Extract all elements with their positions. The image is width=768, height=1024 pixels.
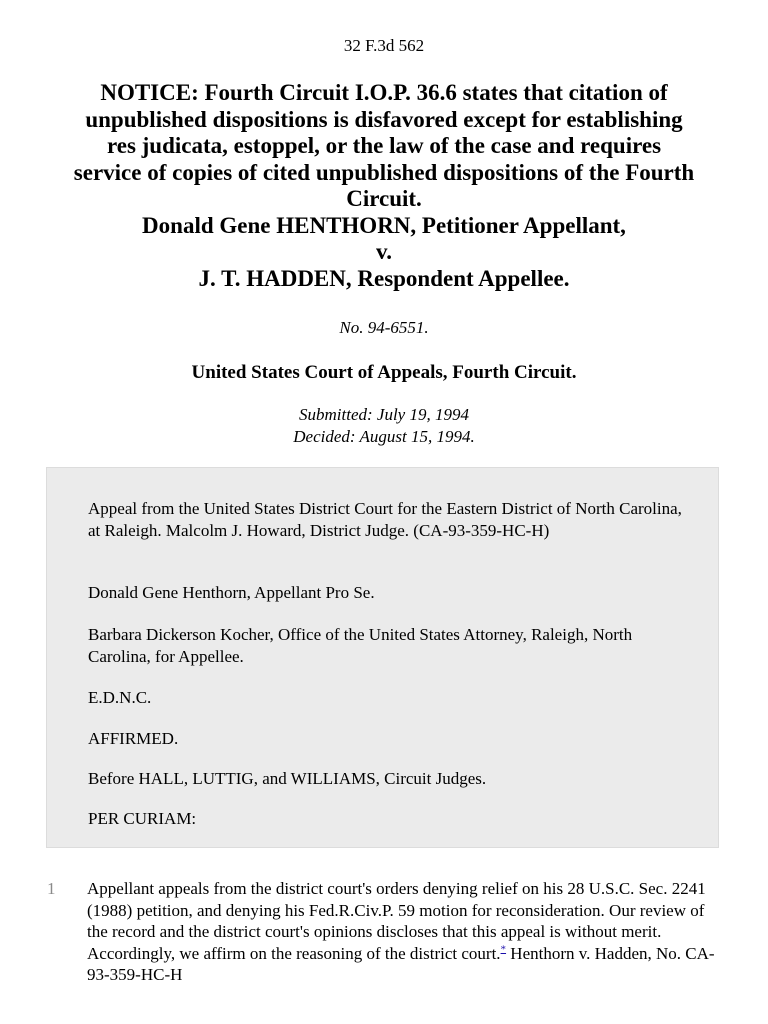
case-caption bbox=[40, 80, 728, 292]
paragraph-text-continued: Henthorn v. Hadden, No. CA-93-359-HC-H bbox=[87, 943, 715, 984]
notice-line: unpublished dispositions is disfavored except for establishing bbox=[85, 106, 683, 132]
petitioner-line: Donald Gene HENTHORN, Petitioner Appellant, bbox=[142, 212, 626, 238]
decided-date: Decided: August 15, 1994. bbox=[293, 427, 475, 446]
versus-line: v. bbox=[376, 239, 392, 264]
opinion-paragraph bbox=[87, 878, 727, 986]
district-abbrev: E.D.N.C. bbox=[88, 688, 152, 707]
appeal-from: Appeal from the United States District Court for the Eastern District of North Carolina, at Raleigh. Malcolm J. Howard, District Judge. (CA-93-359-HC-H) bbox=[88, 499, 682, 540]
submitted-date: Submitted: July 19, 1994 bbox=[299, 405, 469, 424]
docket-number: No. 94-6551. bbox=[339, 318, 429, 337]
footnote-link[interactable]: * bbox=[500, 942, 507, 955]
panel-judges: Before HALL, LUTTIG, and WILLIAMS, Circuit Judges. bbox=[88, 769, 487, 788]
reporter-citation: 32 F.3d 562 bbox=[343, 36, 425, 55]
case-dates bbox=[0, 404, 768, 448]
court-name: United States Court of Appeals, Fourth Circuit. bbox=[191, 362, 577, 383]
case-header-box bbox=[46, 467, 719, 848]
notice-line: res judicata, estoppel, or the law of the case and requires bbox=[106, 133, 662, 158]
per-curiam: PER CURIAM: bbox=[88, 809, 197, 828]
paragraph-text: Appellant appeals from the district court's orders denying relief on his 28 U.S.C. Sec. 2241 (1988) petition, and denying his Fed.R.Civ.P. 59 motion for reconsideration. Our review of the record and the district court's opinions discloses that this appeal is without merit. Accordingly, we affirm on the reasoning of the district court. bbox=[87, 879, 706, 963]
notice-line: NOTICE: Fourth Circuit I.O.P. 36.6 states that citation of bbox=[100, 80, 668, 105]
paragraph-number: 1 bbox=[47, 879, 56, 898]
appellee-counsel: Barbara Dickerson Kocher, Office of the United States Attorney, Raleigh, North Carolina, for Appellee. bbox=[88, 625, 633, 666]
appellant-counsel: Donald Gene Henthorn, Appellant Pro Se. bbox=[88, 583, 375, 602]
notice-line: service of copies of cited unpublished dispositions of the Fourth bbox=[73, 159, 695, 185]
notice-line: Circuit. bbox=[346, 186, 422, 211]
disposition: AFFIRMED. bbox=[88, 729, 179, 748]
respondent-line: J. T. HADDEN, Respondent Appellee. bbox=[198, 265, 570, 291]
